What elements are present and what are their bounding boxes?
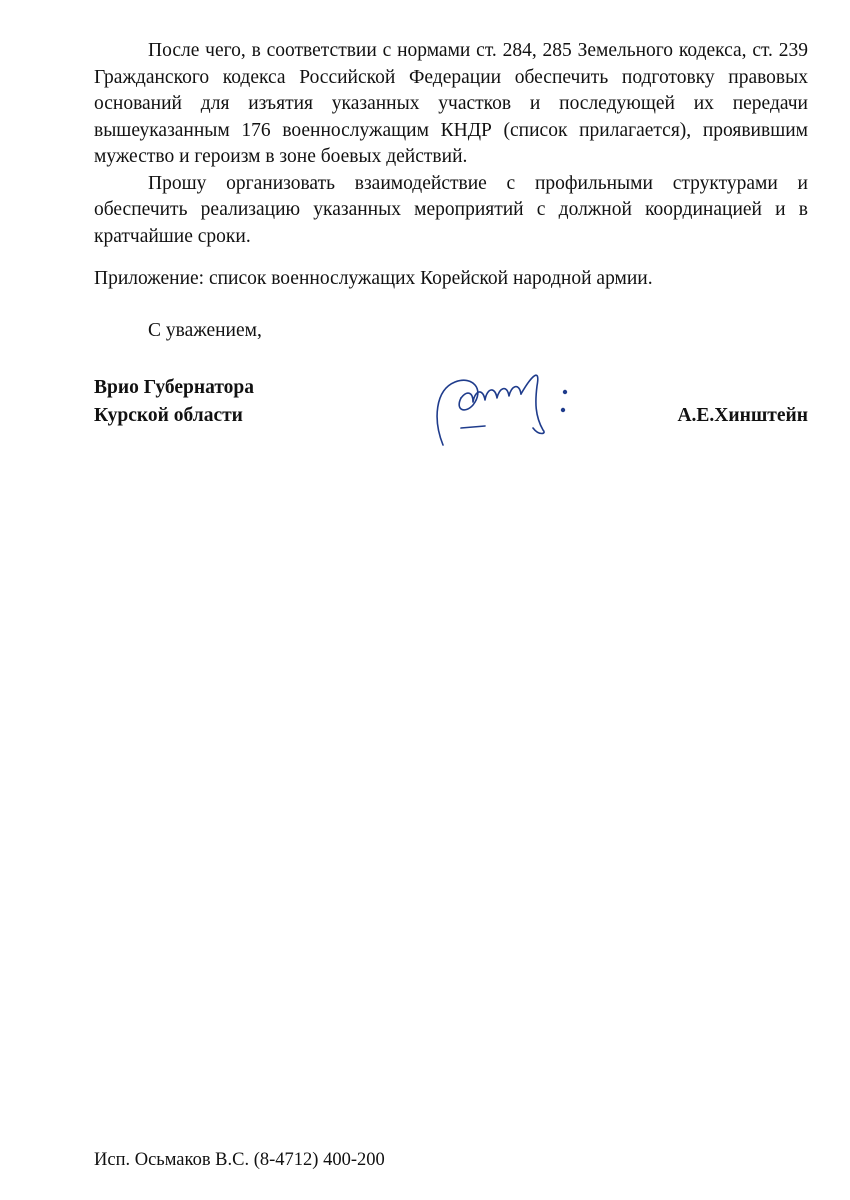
- executor-contact: Исп. Осьмаков В.С. (8-4712) 400-200: [94, 1150, 385, 1170]
- handwritten-signature-icon: [425, 350, 585, 450]
- signer-name: А.Е.Хинштейн: [677, 405, 808, 426]
- signer-position-line2: Курской области: [94, 405, 243, 426]
- paragraph-legal-basis: После чего, в соответствии с нормами ст. 284, 285 Земельного кодекса, ст. 239 Гражданского кодекса Российской Федерации обеспечить подготовку правовых оснований для изъятия указанных участков и последующей их передачи вышеуказанным 176 военнослужащим КНДР (список прилагается), проявившим мужество и героизм в зоне боевых действий.: [94, 40, 808, 167]
- attachment-note: Приложение: список военнослужащих Корейской народной армии.: [94, 268, 653, 289]
- paragraph-request: Прошу организовать взаимодействие с профильными структурами и обеспечить реализацию указанных мероприятий с должной координацией и в кратчайшие сроки.: [94, 172, 808, 247]
- signer-position: [94, 374, 254, 430]
- closing-phrase: С уважением,: [148, 320, 262, 341]
- signer-position-line1: Врио Губернатора: [94, 377, 255, 398]
- letter-body: [94, 38, 808, 250]
